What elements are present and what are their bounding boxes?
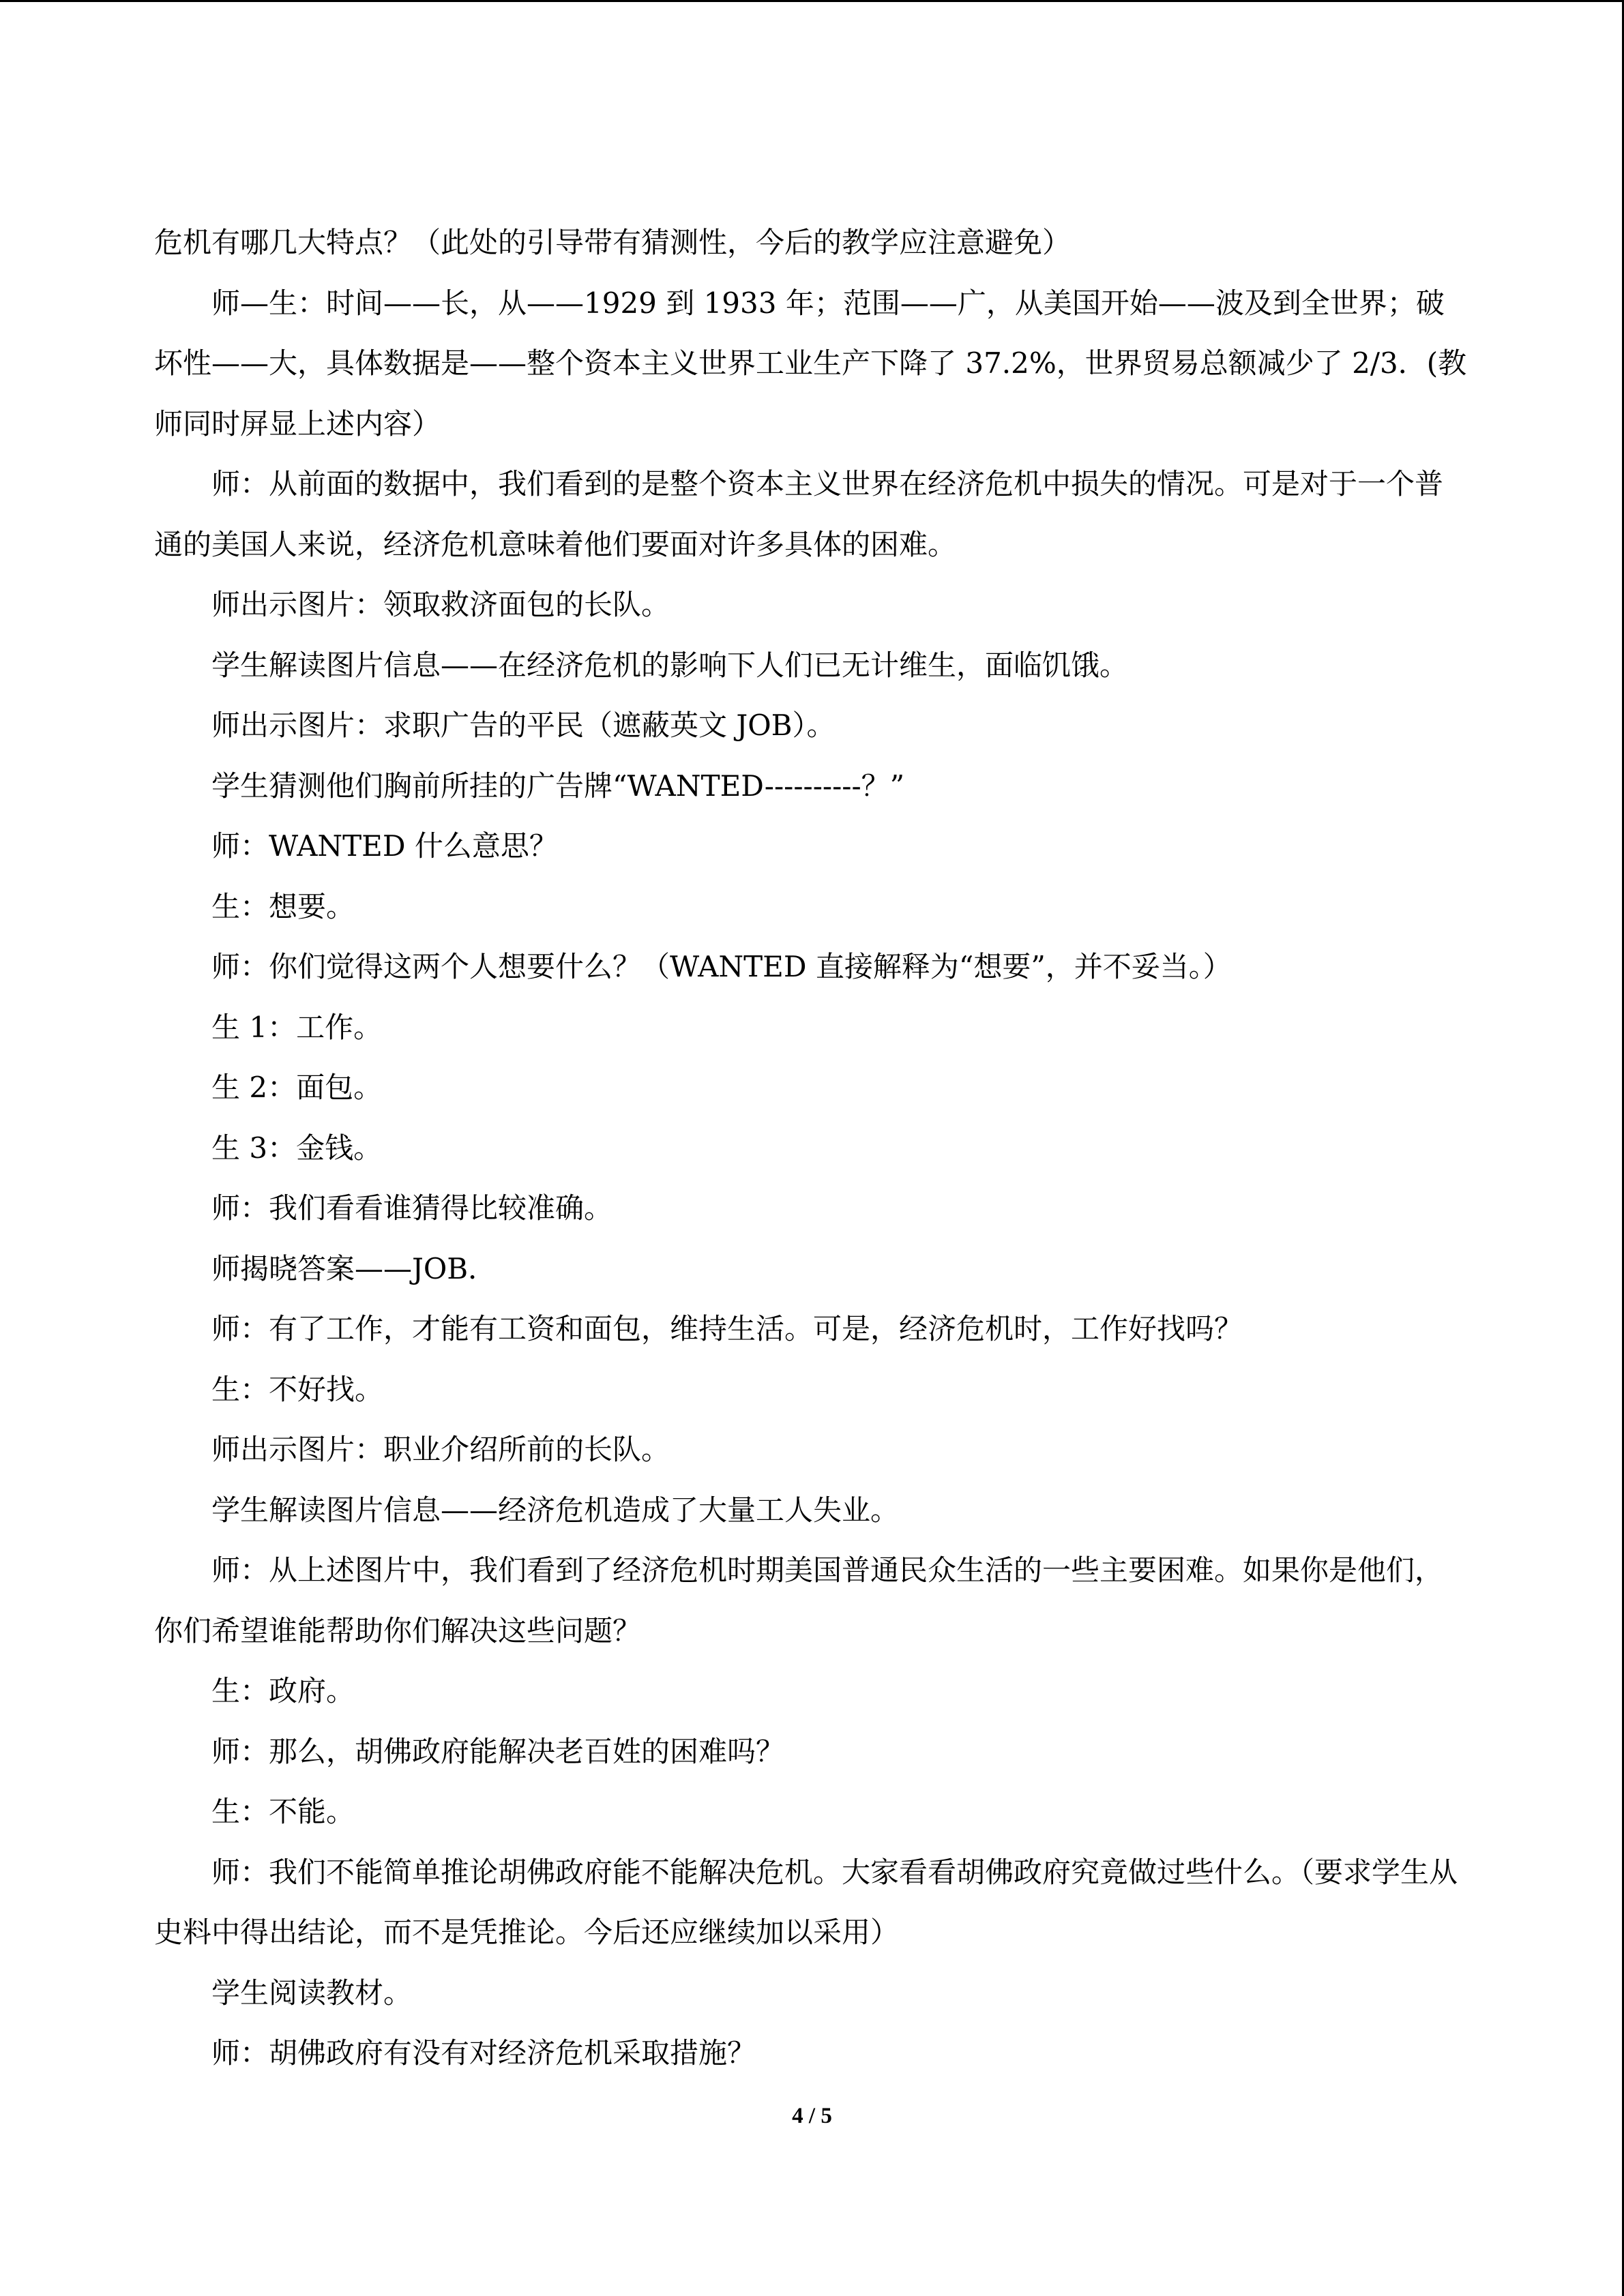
paragraph-9: 生：想要。 [211, 889, 355, 923]
paragraph-6: 师出示图片：求职广告的平民（遮蔽英文 JOB）。 [211, 709, 836, 742]
document-body [154, 213, 1471, 2084]
paragraph-17: 生：不好找。 [211, 1372, 384, 1406]
paragraph-1: 危机有哪几大特点？（此处的引导带有猜测性，今后的教学应注意避免） [154, 226, 1072, 259]
paragraph-8: 师：WANTED 什么意思？ [211, 829, 558, 863]
paragraph-15: 师揭晓答案——JOB． [211, 1251, 497, 1285]
top-border-rule [0, 0, 1624, 2]
paragraph-24: 师：我们不能简单推论胡佛政府能不能解决危机。大家看看胡佛政府究竟做过些什么。（要求学生从史料中得出结论，而不是凭推论。今后还应继续加以采用） [154, 1855, 1458, 1949]
paragraph-25: 学生阅读教材。 [211, 1976, 413, 2010]
paragraph-2: 师—生：时间——长，从——1929 到 1933 年；范围——广，从美国开始——波及到全世界；破坏性——大，具体数据是——整个资本主义世界工业生产下降了 37.2%，世界贸易总额减少了 2/3．(教师同时屏显上述内容） [154, 286, 1467, 441]
paragraph-26: 师：胡佛政府有没有对经济危机采取措施？ [211, 2036, 756, 2070]
paragraph-10: 师：你们觉得这两个人想要什么？（WANTED 直接解释为“想要”，并不妥当。） [211, 950, 1232, 983]
paragraph-22: 师：那么，胡佛政府能解决老百姓的困难吗？ [211, 1734, 785, 1768]
paragraph-7: 学生猜测他们胸前所挂的广告牌“WANTED----------？” [211, 769, 905, 803]
paragraph-18: 师出示图片：职业介绍所前的长队。 [211, 1433, 670, 1466]
paragraph-13: 生 3：金钱。 [211, 1131, 383, 1165]
page-number: 4 / 5 [792, 2104, 832, 2128]
paragraph-20: 师：从上述图片中，我们看到了经济危机时期美国普通民众生活的一些主要困难。如果你是他们，你们希望谁能帮助你们解决这些问题？ [154, 1553, 1444, 1648]
paragraph-21: 生：政府。 [211, 1674, 355, 1708]
paragraph-23: 生：不能。 [211, 1795, 355, 1828]
paragraph-16: 师：有了工作，才能有工资和面包，维持生活。可是，经济危机时，工作好找吗？ [211, 1312, 1243, 1345]
paragraph-19: 学生解读图片信息——经济危机造成了大量工人失业。 [211, 1493, 900, 1527]
paragraph-5: 学生解读图片信息——在经济危机的影响下人们已无计维生，面临饥饿。 [211, 648, 1129, 682]
paragraph-3: 师：从前面的数据中，我们看到的是整个资本主义世界在经济危机中损失的情况。可是对于一个普通的美国人来说，经济危机意味着他们要面对许多具体的困难。 [154, 467, 1444, 561]
paragraph-4: 师出示图片：领取救济面包的长队。 [211, 588, 670, 621]
paragraph-12: 生 2：面包。 [211, 1071, 383, 1104]
paragraph-14: 师：我们看看谁猜得比较准确。 [211, 1191, 613, 1225]
paragraph-11: 生 1：工作。 [211, 1010, 383, 1044]
